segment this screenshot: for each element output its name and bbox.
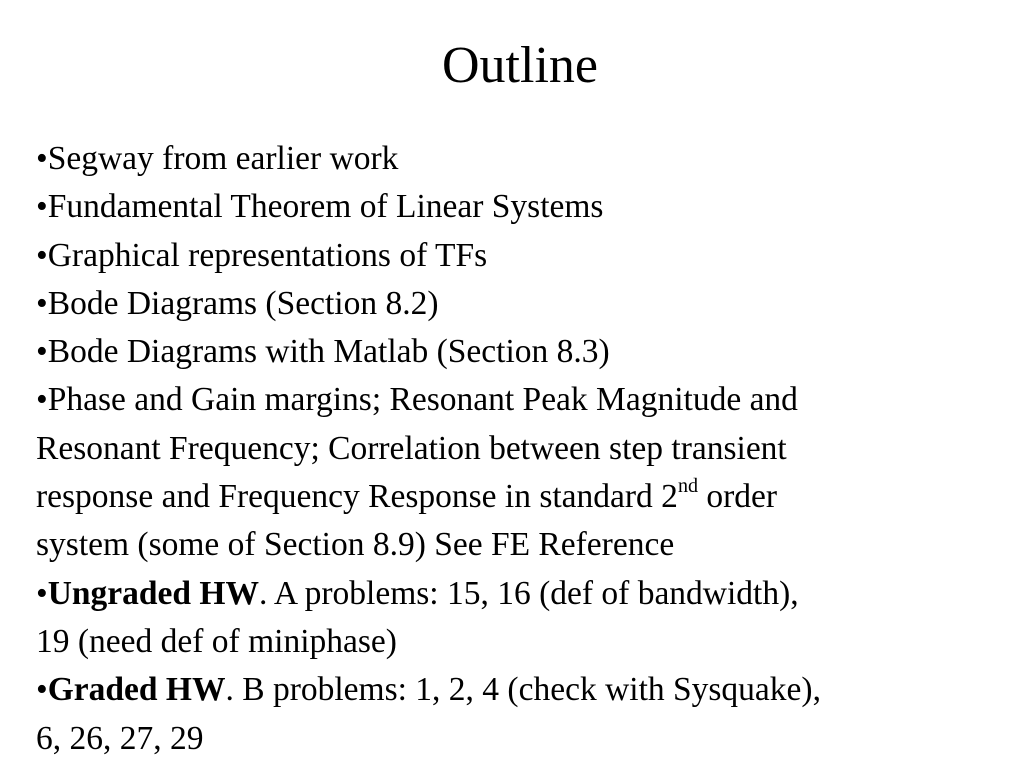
list-item-line: 19 (need def of miniphase) bbox=[36, 622, 397, 660]
list-item-text: Segway from earlier work bbox=[47, 140, 399, 177]
list-item-segway bbox=[36, 135, 996, 183]
list-item-line: system (some of Section 8.9) See FE Reference bbox=[36, 526, 675, 564]
bullet-marker: • bbox=[36, 671, 48, 709]
bold-label: Graded HW bbox=[47, 671, 226, 709]
list-item-text: Fundamental Theorem of Linear Systems bbox=[47, 188, 604, 226]
bullet-marker: • bbox=[36, 188, 48, 226]
slide-title: Outline bbox=[442, 37, 598, 94]
list-item-graphical-representations bbox=[36, 232, 996, 280]
list-item-line: •Ungraded HW. A problems: 15, 16 (def of bandwidth), bbox=[36, 574, 799, 612]
list-item-bode-matlab bbox=[36, 328, 996, 376]
list-item-text: Graphical representations of TFs bbox=[47, 236, 488, 274]
list-item-bode-diagrams bbox=[36, 280, 996, 328]
list-item-graded-hw bbox=[36, 666, 996, 763]
list-item-line: response and Frequency Response in standard 2nd order bbox=[36, 474, 778, 516]
list-item-line: •Graded HW. B problems: 1, 2, 4 (check with Sysquake), bbox=[36, 671, 821, 709]
list-item-line: Resonant Frequency; Correlation between step transient bbox=[36, 429, 787, 467]
list-item-line: •Phase and Gain margins; Resonant Peak Magnitude and bbox=[36, 381, 798, 419]
list-item-text: Bode Diagrams with Matlab (Section 8.3) bbox=[47, 333, 610, 371]
bullet-marker: • bbox=[36, 236, 48, 274]
list-item-phase-gain-margins bbox=[36, 376, 996, 569]
bold-label: Ungraded HW bbox=[47, 574, 259, 612]
bullet-marker: • bbox=[36, 574, 48, 612]
bullet-marker: • bbox=[36, 333, 48, 371]
bullet-list bbox=[36, 135, 996, 763]
list-item-text: Bode Diagrams (Section 8.2) bbox=[47, 284, 439, 322]
list-item-fundamental-theorem bbox=[36, 183, 996, 231]
bullet-marker: • bbox=[36, 284, 48, 322]
superscript: nd bbox=[677, 474, 699, 497]
list-item-ungraded-hw bbox=[36, 570, 996, 667]
list-item-line: 6, 26, 27, 29 bbox=[36, 719, 204, 757]
bullet-marker: • bbox=[36, 381, 48, 419]
bullet-marker: • bbox=[36, 140, 48, 177]
